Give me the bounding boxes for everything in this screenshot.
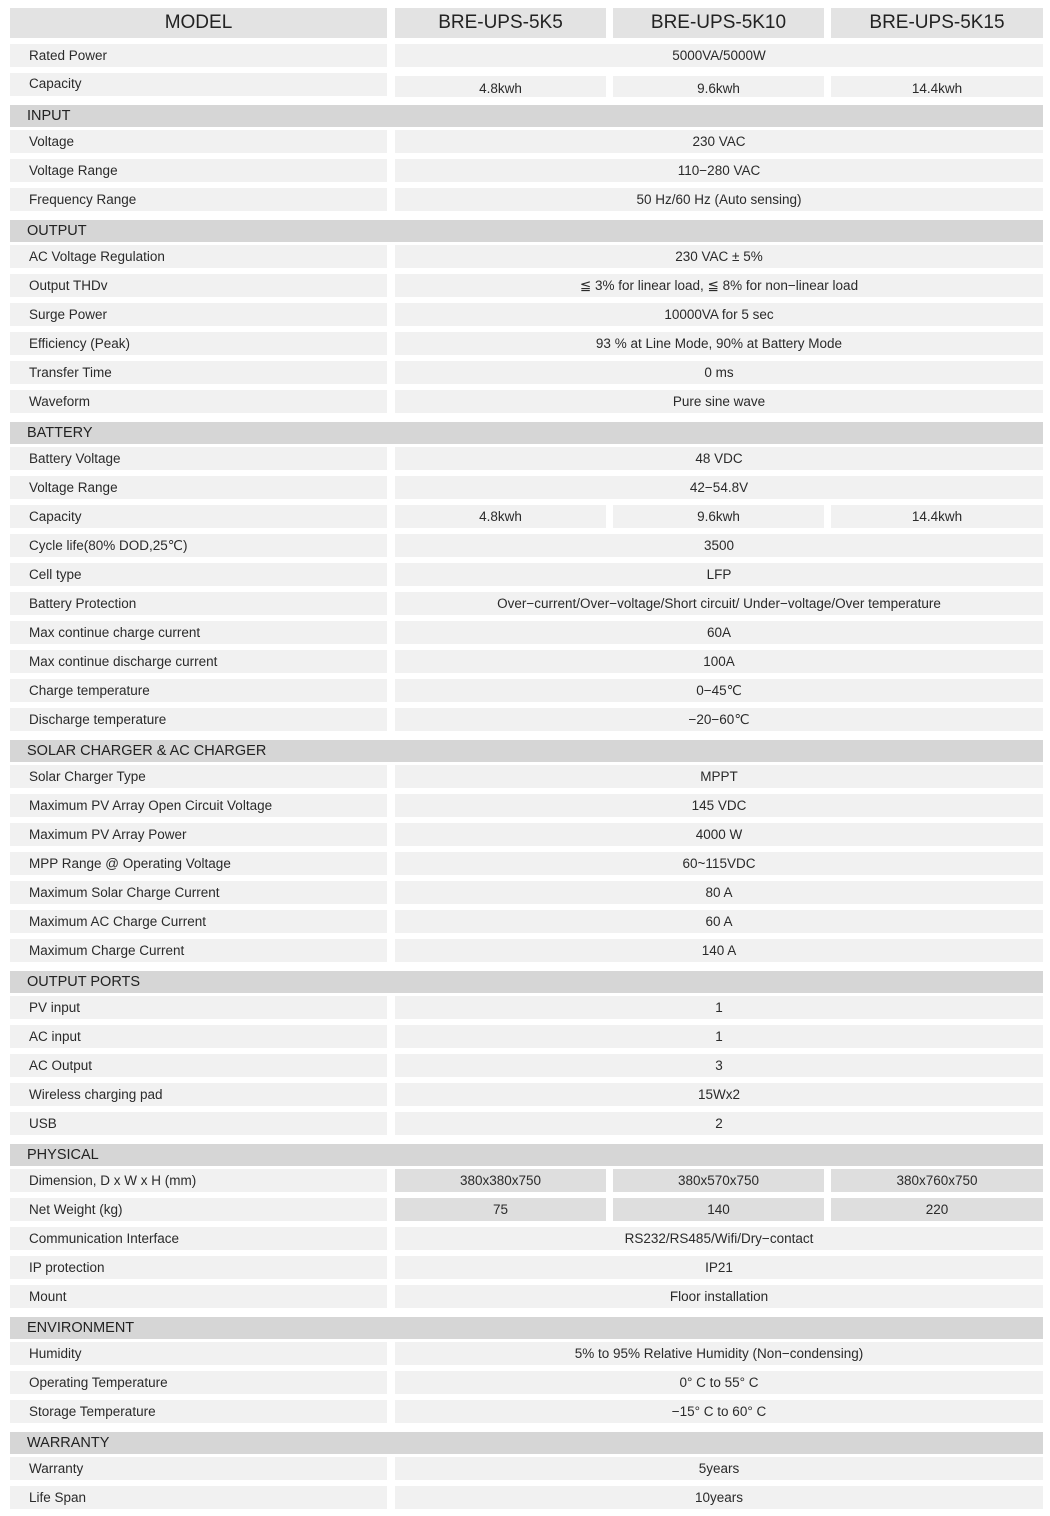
spec-value: ≦ 3% for linear load, ≦ 8% for non−linear load: [395, 274, 1043, 297]
spec-value: 50 Hz/60 Hz (Auto sensing): [395, 188, 1043, 211]
spec-row: [0, 939, 1050, 962]
spec-row: [0, 650, 1050, 673]
spec-value: 15Wx2: [395, 1083, 1043, 1106]
spec-value: 93 % at Line Mode, 90% at Battery Mode: [395, 332, 1043, 355]
spec-value: 4000 W: [395, 823, 1043, 846]
spec-label: Net Weight (kg): [10, 1198, 387, 1221]
spec-value: 42−54.8V: [395, 476, 1043, 499]
spec-row: [0, 332, 1050, 355]
spec-value: 4.8kwh: [395, 505, 606, 528]
spec-label: Operating Temperature: [10, 1371, 387, 1394]
spec-value: 230 VAC: [395, 130, 1043, 153]
spec-value: LFP: [395, 563, 1043, 586]
spec-value: 48 VDC: [395, 447, 1043, 470]
spec-label: Maximum Charge Current: [10, 939, 387, 962]
spec-label: Discharge temperature: [10, 708, 387, 731]
spec-value: 1: [395, 1025, 1043, 1048]
spec-value: 145 VDC: [395, 794, 1043, 817]
section-header: OUTPUT: [10, 220, 1043, 242]
spec-row: [0, 534, 1050, 557]
spec-value: 140: [613, 1198, 824, 1221]
spec-label: Storage Temperature: [10, 1400, 387, 1423]
spec-row: [0, 1198, 1050, 1221]
spec-row: [0, 44, 1050, 67]
spec-value: IP21: [395, 1256, 1043, 1279]
section-header: BATTERY: [10, 422, 1043, 444]
spec-row: [0, 188, 1050, 211]
section-header: ENVIRONMENT: [10, 1317, 1043, 1339]
spec-row: [0, 274, 1050, 297]
spec-row: [0, 1371, 1050, 1394]
spec-value: 14.4kwh: [831, 76, 1043, 97]
spec-label: Cell type: [10, 563, 387, 586]
spec-value: 380x380x750: [395, 1169, 606, 1192]
spec-value: 10000VA for 5 sec: [395, 303, 1043, 326]
spec-label: MPP Range @ Operating Voltage: [10, 852, 387, 875]
spec-label: AC input: [10, 1025, 387, 1048]
spec-label: Efficiency (Peak): [10, 332, 387, 355]
spec-label: AC Output: [10, 1054, 387, 1077]
spec-row: [0, 1342, 1050, 1365]
spec-value: 100A: [395, 650, 1043, 673]
spec-label: Waveform: [10, 390, 387, 413]
spec-label: PV input: [10, 996, 387, 1019]
spec-value: 5000VA/5000W: [395, 44, 1043, 67]
spec-value: 220: [831, 1198, 1043, 1221]
header-model: MODEL: [10, 8, 387, 38]
spec-row: [0, 852, 1050, 875]
spec-value: 380x570x750: [613, 1169, 824, 1192]
spec-row: [0, 159, 1050, 182]
spec-value: −20−60℃: [395, 708, 1043, 731]
spec-label: Max continue discharge current: [10, 650, 387, 673]
spec-label: Frequency Range: [10, 188, 387, 211]
spec-value: 10years: [395, 1486, 1043, 1509]
spec-row: [0, 505, 1050, 528]
section-header: INPUT: [10, 105, 1043, 127]
section-header: WARRANTY: [10, 1432, 1043, 1454]
spec-label: Solar Charger Type: [10, 765, 387, 788]
spec-label: Wireless charging pad: [10, 1083, 387, 1106]
spec-value: 4.8kwh: [395, 76, 606, 97]
spec-row: [0, 476, 1050, 499]
spec-value: 110−280 VAC: [395, 159, 1043, 182]
spec-value: 5years: [395, 1457, 1043, 1480]
spec-label: Capacity: [10, 73, 387, 96]
spec-value: −15° C to 60° C: [395, 1400, 1043, 1423]
spec-label: USB: [10, 1112, 387, 1135]
spec-label: Life Span: [10, 1486, 387, 1509]
spec-row: [0, 245, 1050, 268]
spec-row: [0, 1112, 1050, 1135]
section-header: PHYSICAL: [10, 1144, 1043, 1166]
spec-label: Maximum AC Charge Current: [10, 910, 387, 933]
spec-label: Mount: [10, 1285, 387, 1308]
spec-value: 230 VAC ± 5%: [395, 245, 1043, 268]
spec-row: [0, 1400, 1050, 1423]
spec-value: 0° C to 55° C: [395, 1371, 1043, 1394]
spec-value: 60A: [395, 621, 1043, 644]
spec-value: 75: [395, 1198, 606, 1221]
header-model-5k5: BRE-UPS-5K5: [395, 8, 606, 38]
header-model-5k10: BRE-UPS-5K10: [613, 8, 824, 38]
spec-value: MPPT: [395, 765, 1043, 788]
spec-label: Humidity: [10, 1342, 387, 1365]
spec-value: 2: [395, 1112, 1043, 1135]
spec-row: [0, 910, 1050, 933]
spec-label: Transfer Time: [10, 361, 387, 384]
spec-label: Communication Interface: [10, 1227, 387, 1250]
spec-row: [0, 1457, 1050, 1480]
spec-row: [0, 303, 1050, 326]
spec-label: Surge Power: [10, 303, 387, 326]
spec-label: Warranty: [10, 1457, 387, 1480]
spec-row: [0, 447, 1050, 470]
spec-row: [0, 73, 1050, 96]
spec-label: Battery Protection: [10, 592, 387, 615]
spec-row: [0, 1169, 1050, 1192]
spec-row: [0, 1054, 1050, 1077]
spec-label: Capacity: [10, 505, 387, 528]
spec-label: Maximum PV Array Power: [10, 823, 387, 846]
section-header: OUTPUT PORTS: [10, 971, 1043, 993]
spec-row: [0, 1486, 1050, 1509]
spec-label: AC Voltage Regulation: [10, 245, 387, 268]
spec-label: Output THDv: [10, 274, 387, 297]
spec-row: [0, 621, 1050, 644]
spec-label: Charge temperature: [10, 679, 387, 702]
spec-label: Max continue charge current: [10, 621, 387, 644]
spec-value: 380x760x750: [831, 1169, 1043, 1192]
spec-row: [0, 1285, 1050, 1308]
spec-value: 14.4kwh: [831, 505, 1043, 528]
spec-label: Voltage Range: [10, 476, 387, 499]
spec-row: [0, 592, 1050, 615]
spec-row: [0, 881, 1050, 904]
spec-label: IP protection: [10, 1256, 387, 1279]
spec-label: Maximum PV Array Open Circuit Voltage: [10, 794, 387, 817]
spec-value: Floor installation: [395, 1285, 1043, 1308]
spec-row: [0, 794, 1050, 817]
spec-row: [0, 765, 1050, 788]
spec-label: Dimension, D x W x H (mm): [10, 1169, 387, 1192]
spec-value: 3500: [395, 534, 1043, 557]
spec-label: Cycle life(80% DOD,25℃): [10, 534, 387, 557]
spec-row: [0, 1256, 1050, 1279]
spec-row: [0, 563, 1050, 586]
spec-value: 80 A: [395, 881, 1043, 904]
spec-row: [0, 996, 1050, 1019]
spec-value: 60 A: [395, 910, 1043, 933]
spec-label: Battery Voltage: [10, 447, 387, 470]
spec-label: Voltage Range: [10, 159, 387, 182]
spec-row: [0, 679, 1050, 702]
spec-value: 1: [395, 996, 1043, 1019]
spec-value: 0 ms: [395, 361, 1043, 384]
spec-label: Rated Power: [10, 44, 387, 67]
spec-value: Over−current/Over−voltage/Short circuit/ Under−voltage/Over temperature: [395, 592, 1043, 615]
spec-value: 140 A: [395, 939, 1043, 962]
spec-label: Voltage: [10, 130, 387, 153]
spec-value: 9.6kwh: [613, 76, 824, 97]
spec-value: 9.6kwh: [613, 505, 824, 528]
spec-row: [0, 823, 1050, 846]
spec-label: Maximum Solar Charge Current: [10, 881, 387, 904]
spec-row: [0, 1083, 1050, 1106]
spec-row: [0, 390, 1050, 413]
header-model-5k15: BRE-UPS-5K15: [831, 8, 1043, 38]
spec-row: [0, 361, 1050, 384]
spec-row: [0, 130, 1050, 153]
spec-value: 0−45℃: [395, 679, 1043, 702]
spec-value: RS232/RS485/Wifi/Dry−contact: [395, 1227, 1043, 1250]
spec-value: Pure sine wave: [395, 390, 1043, 413]
spec-row: [0, 708, 1050, 731]
spec-row: [0, 1227, 1050, 1250]
spec-value: 3: [395, 1054, 1043, 1077]
section-header: SOLAR CHARGER & AC CHARGER: [10, 740, 1043, 762]
spec-value: 5% to 95% Relative Humidity (Non−condensing): [395, 1342, 1043, 1365]
spec-row: [0, 1025, 1050, 1048]
spec-value: 60~115VDC: [395, 852, 1043, 875]
